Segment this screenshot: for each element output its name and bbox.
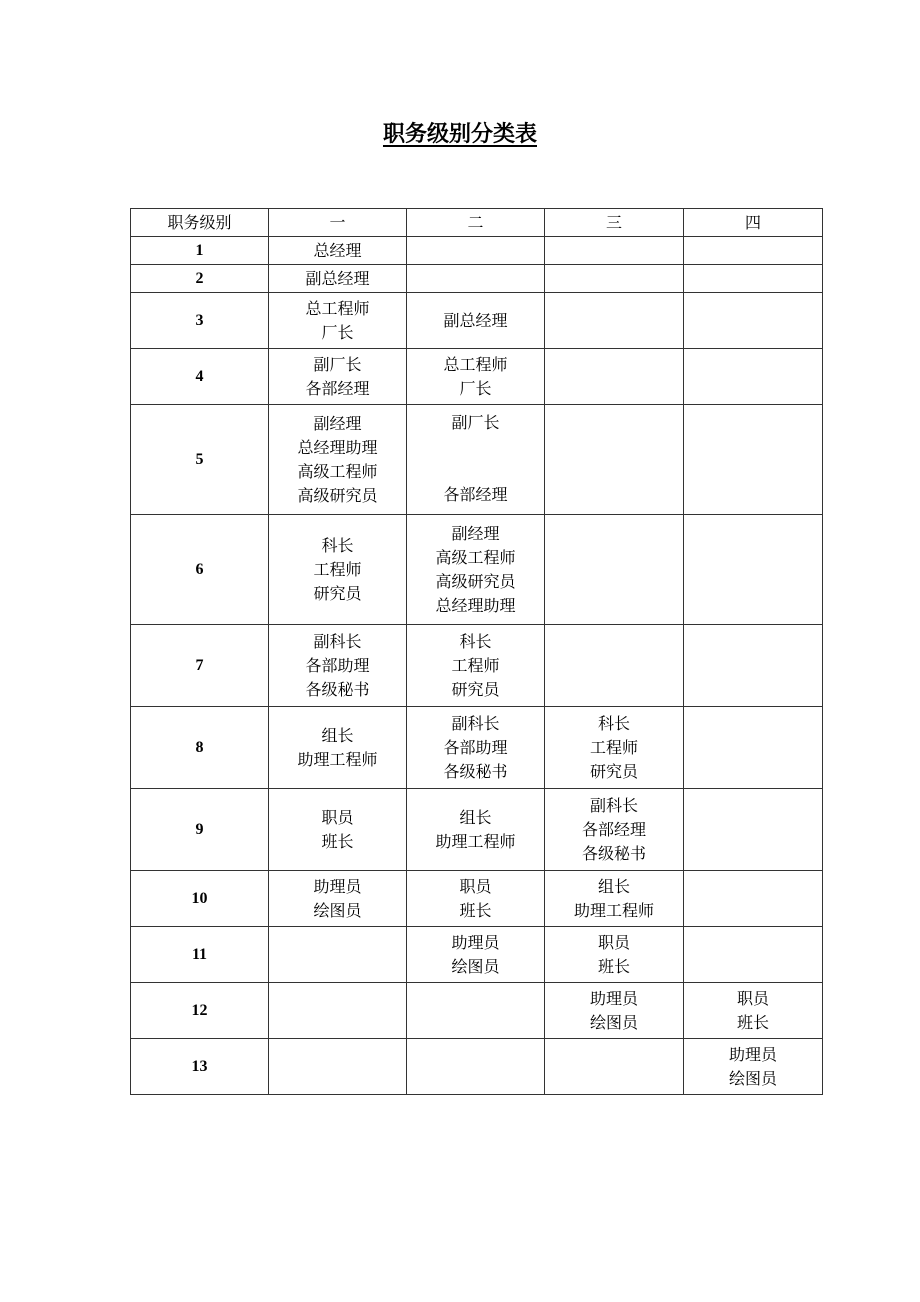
position-title: 工程师 <box>451 655 500 675</box>
position-title: 各部经理 <box>581 819 646 839</box>
level-cell: 11 <box>131 927 269 983</box>
position-title: 助理工程师 <box>297 749 378 769</box>
position-title: 副厂长 <box>451 413 500 432</box>
position-cell-col4 <box>684 871 823 927</box>
position-cell-col3 <box>545 237 684 265</box>
position-title: 副厂长 <box>313 354 362 374</box>
position-cell-col4 <box>684 707 823 789</box>
position-cell-col4 <box>684 349 823 405</box>
position-title: 职员 <box>321 807 354 827</box>
position-cell-col2 <box>407 871 545 927</box>
position-title: 绘图员 <box>451 956 500 976</box>
position-cell-col3 <box>545 789 684 871</box>
position-title: 组长 <box>597 876 630 896</box>
position-title: 科长 <box>321 535 354 555</box>
position-title: 副经理 <box>313 413 362 433</box>
position-cell-col3 <box>545 405 684 515</box>
position-title: 总经理 <box>313 240 362 260</box>
level-cell: 13 <box>131 1039 269 1095</box>
position-title: 副经理 <box>451 523 500 543</box>
position-title: 高级研究员 <box>297 485 378 505</box>
position-cell-col1 <box>269 293 407 349</box>
position-title: 研究员 <box>313 583 362 603</box>
position-cell-col2 <box>407 515 545 625</box>
header-cell-col1: 一 <box>269 209 407 237</box>
position-cell-col1 <box>269 625 407 707</box>
level-cell: 1 <box>131 237 269 265</box>
position-cell-col2 <box>407 405 545 515</box>
level-cell: 7 <box>131 625 269 707</box>
position-cell-col3 <box>545 293 684 349</box>
position-cell-col1 <box>269 237 407 265</box>
position-cell-col4 <box>684 789 823 871</box>
level-cell: 8 <box>131 707 269 789</box>
position-title: 总工程师 <box>443 354 508 374</box>
position-title: 职员 <box>736 988 769 1008</box>
position-title: 高级工程师 <box>435 547 516 567</box>
position-cell-col1 <box>269 405 407 515</box>
position-title: 各部助理 <box>305 655 370 675</box>
position-cell-col3 <box>545 707 684 789</box>
position-title: 厂长 <box>321 322 354 342</box>
position-cell-col3 <box>545 625 684 707</box>
table-row <box>131 349 823 405</box>
position-cell-col4 <box>684 983 823 1039</box>
position-title: 各部助理 <box>443 737 508 757</box>
position-title: 高级研究员 <box>435 571 516 591</box>
position-title: 班长 <box>321 831 354 851</box>
position-title: 副科长 <box>589 795 638 815</box>
position-cell-col3 <box>545 983 684 1039</box>
position-title: 总经理助理 <box>297 437 378 457</box>
table-header-row <box>131 209 823 237</box>
position-title: 总工程师 <box>305 298 370 318</box>
position-title: 职员 <box>459 876 492 896</box>
position-cell-col1 <box>269 871 407 927</box>
position-cell-col4 <box>684 1039 823 1095</box>
table-row <box>131 625 823 707</box>
position-title: 科长 <box>459 631 492 651</box>
position-cell-col2 <box>407 625 545 707</box>
position-cell-col2 <box>407 293 545 349</box>
level-cell: 2 <box>131 265 269 293</box>
position-cell-col2 <box>407 1039 545 1095</box>
header-cell-level: 职务级别 <box>131 209 269 237</box>
position-title: 绘图员 <box>589 1012 638 1032</box>
table-row <box>131 237 823 265</box>
position-title: 职员 <box>597 932 630 952</box>
position-title: 副科长 <box>313 631 362 651</box>
table-row <box>131 927 823 983</box>
position-cell-col3 <box>545 1039 684 1095</box>
position-cell-col2 <box>407 927 545 983</box>
position-title: 班长 <box>459 900 492 920</box>
position-cell-col2 <box>407 349 545 405</box>
position-title: 工程师 <box>313 559 362 579</box>
position-title: 班长 <box>736 1012 769 1032</box>
position-cell-col1 <box>269 789 407 871</box>
position-title: 组长 <box>459 807 492 827</box>
position-cell-col1 <box>269 983 407 1039</box>
level-cell: 12 <box>131 983 269 1039</box>
position-title: 绘图员 <box>313 900 362 920</box>
position-title: 高级工程师 <box>297 461 378 481</box>
position-title: 助理员 <box>589 988 638 1008</box>
level-cell: 10 <box>131 871 269 927</box>
position-title: 各级秘书 <box>443 761 508 781</box>
table-row <box>131 1039 823 1095</box>
level-cell: 5 <box>131 405 269 515</box>
position-title: 研究员 <box>451 679 500 699</box>
position-title: 班长 <box>597 956 630 976</box>
page-title-text: 职务级别分类表 <box>382 122 537 147</box>
position-title: 各部经理 <box>443 485 508 504</box>
position-title: 助理员 <box>451 932 500 952</box>
header-cell-col3: 三 <box>545 209 684 237</box>
table-row <box>131 871 823 927</box>
position-title: 总经理助理 <box>435 595 516 615</box>
position-cell-col1 <box>269 707 407 789</box>
header-cell-col4: 四 <box>684 209 823 237</box>
position-cell-col2 <box>407 237 545 265</box>
position-cell-col4 <box>684 625 823 707</box>
table-row <box>131 789 823 871</box>
position-cell-col4 <box>684 515 823 625</box>
page-title <box>0 118 920 152</box>
position-title: 助理员 <box>728 1044 777 1064</box>
table-row <box>131 405 823 515</box>
position-cell-col2 <box>407 265 545 293</box>
position-cell-col3 <box>545 871 684 927</box>
position-cell-col1 <box>269 515 407 625</box>
position-cell-col2 <box>407 707 545 789</box>
position-cell-col4 <box>684 405 823 515</box>
position-cell-col3 <box>545 927 684 983</box>
position-cell-col1 <box>269 1039 407 1095</box>
level-cell: 3 <box>131 293 269 349</box>
position-title: 科长 <box>597 713 630 733</box>
table-row <box>131 707 823 789</box>
position-cell-col2 <box>407 789 545 871</box>
position-cell-col1 <box>269 927 407 983</box>
table-row <box>131 293 823 349</box>
position-title: 副科长 <box>451 713 500 733</box>
position-cell-col1 <box>269 349 407 405</box>
position-title: 研究员 <box>589 761 638 781</box>
position-cell-col2 <box>407 983 545 1039</box>
position-title: 厂长 <box>459 378 492 398</box>
table-row <box>131 983 823 1039</box>
level-cell: 9 <box>131 789 269 871</box>
position-title: 助理工程师 <box>435 831 516 851</box>
position-cell-col3 <box>545 265 684 293</box>
position-title: 各级秘书 <box>305 679 370 699</box>
position-cell-col3 <box>545 349 684 405</box>
level-cell: 6 <box>131 515 269 625</box>
position-title: 组长 <box>321 725 354 745</box>
position-cell-col3 <box>545 515 684 625</box>
position-title: 副总经理 <box>305 268 370 288</box>
position-cell-col4 <box>684 293 823 349</box>
table-row <box>131 515 823 625</box>
position-title: 绘图员 <box>728 1068 777 1088</box>
position-cell-col4 <box>684 237 823 265</box>
position-cell-col1 <box>269 265 407 293</box>
position-title: 副总经理 <box>443 310 508 330</box>
position-cell-col4 <box>684 927 823 983</box>
position-title: 助理工程师 <box>573 900 654 920</box>
position-title: 工程师 <box>589 737 638 757</box>
table-row <box>131 265 823 293</box>
level-cell: 4 <box>131 349 269 405</box>
header-cell-col2: 二 <box>407 209 545 237</box>
grade-classification-table <box>130 208 823 1095</box>
position-title: 助理员 <box>313 876 362 896</box>
position-title: 各部经理 <box>305 378 370 398</box>
position-title: 各级秘书 <box>581 843 646 863</box>
position-cell-col4 <box>684 265 823 293</box>
